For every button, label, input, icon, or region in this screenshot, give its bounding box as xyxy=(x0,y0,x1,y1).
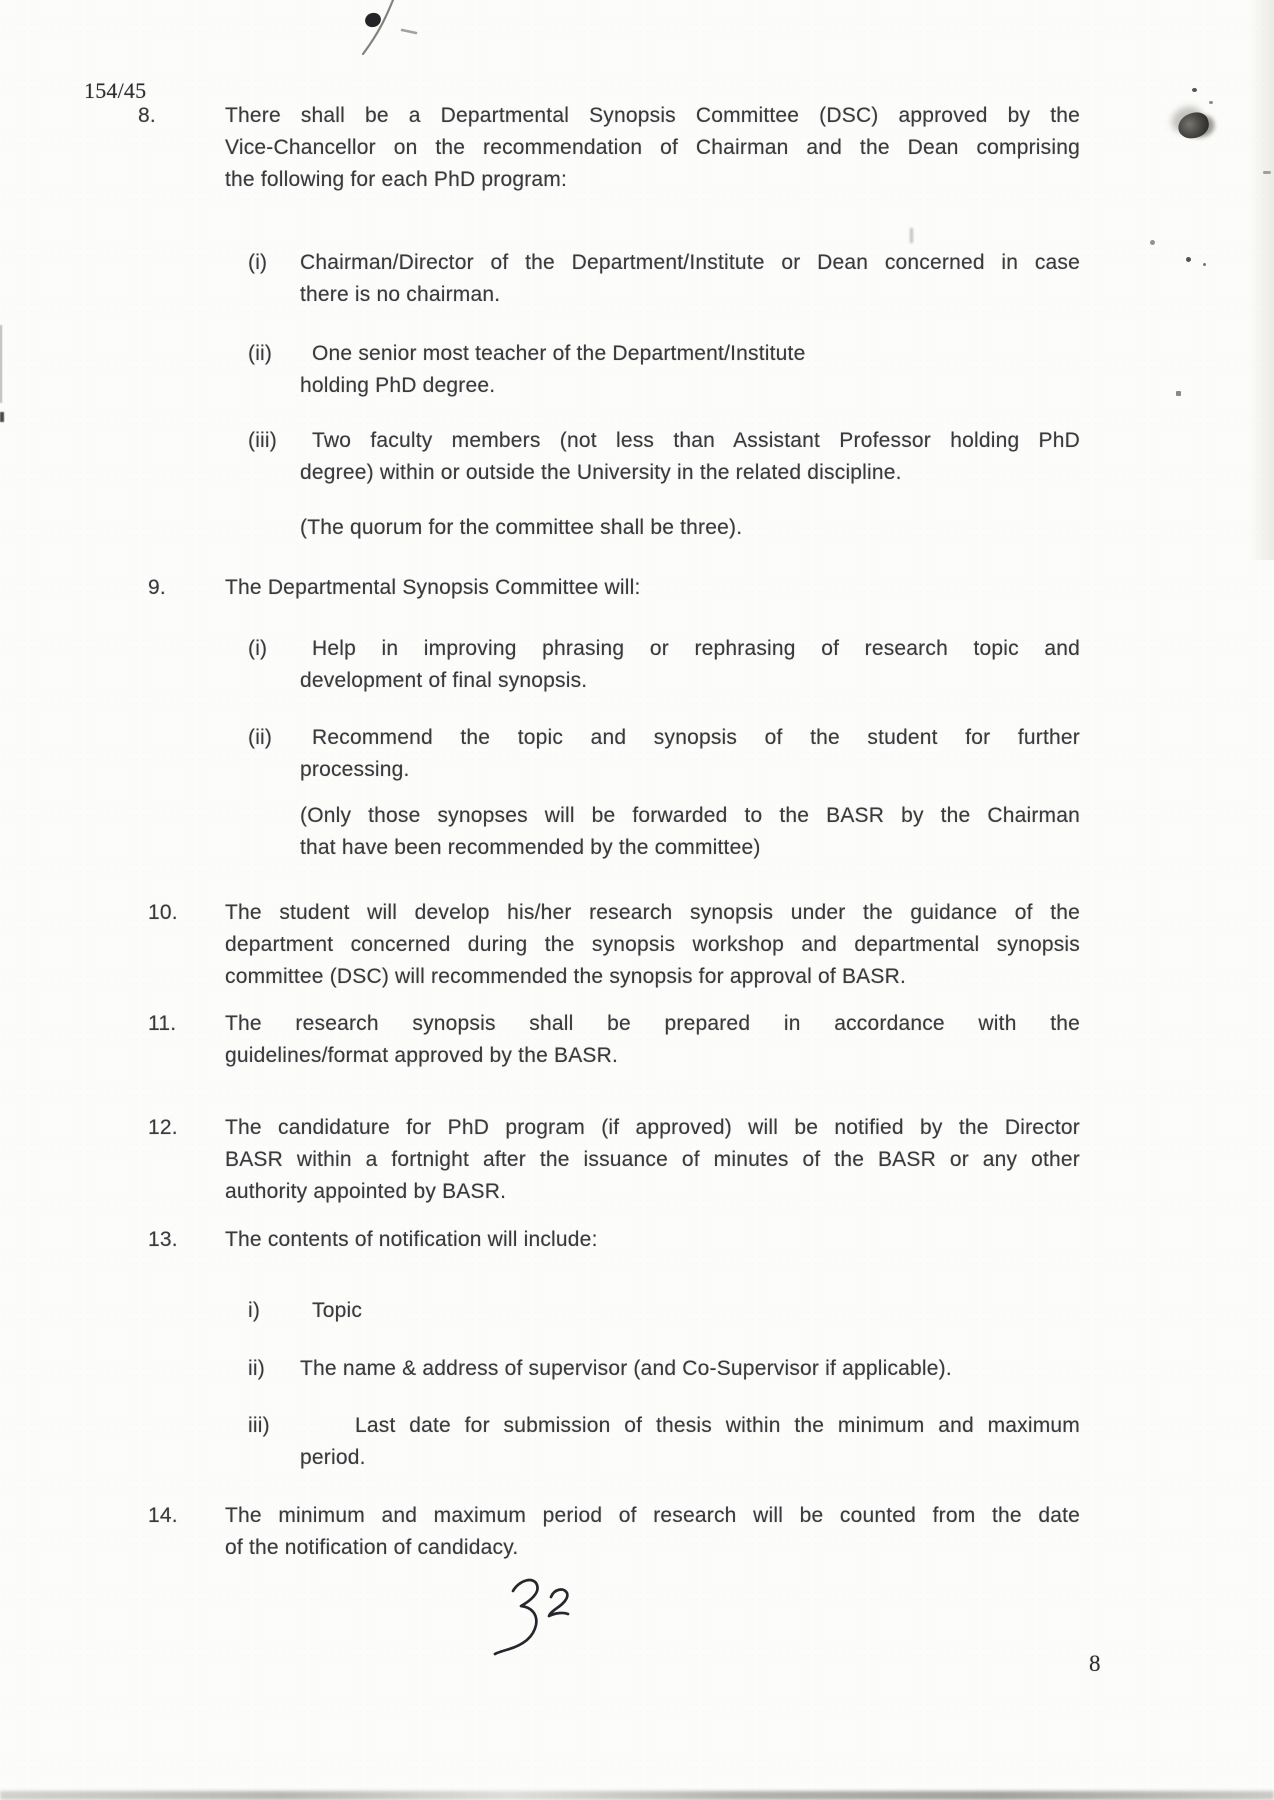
subitem-marker: (ii) xyxy=(248,726,273,749)
subitem-text-line: Last date for submission of thesis within the minimum and maximum xyxy=(355,1414,1080,1437)
subitem-8-iii xyxy=(248,425,1080,489)
subitem-9-i xyxy=(248,633,1080,697)
item-number: 9. xyxy=(148,576,166,599)
note-quorum xyxy=(300,512,1080,544)
page-number: 8 xyxy=(1089,1651,1101,1676)
item-text-line: The contents of notification will include: xyxy=(225,1228,598,1251)
ink-speck xyxy=(1209,101,1213,104)
subitem-text-line: Chairman/Director of the Department/Institute or Dean concerned in case xyxy=(300,251,1080,274)
item-text-line: The Departmental Synopsis Committee will: xyxy=(225,576,641,599)
scan-left-edge-mark xyxy=(0,325,2,403)
subitem-text-line: Recommend the topic and synopsis of the student for further xyxy=(312,726,1080,749)
subitem-text-line: there is no chairman. xyxy=(300,283,501,306)
subitem-marker: (i) xyxy=(248,637,268,660)
list-item-9 xyxy=(148,572,1080,604)
scan-smudge xyxy=(910,228,913,243)
item-number: 14. xyxy=(148,1504,178,1527)
list-item-10 xyxy=(148,897,1080,993)
ink-speck xyxy=(1203,263,1206,266)
scan-right-edge-shade xyxy=(1248,0,1274,560)
subitem-13-i xyxy=(248,1295,1080,1327)
item-number: 13. xyxy=(148,1228,178,1251)
subitem-text-line: Two faculty members (not less than Assistant Professor holding PhD xyxy=(312,429,1080,452)
subitem-9-ii xyxy=(248,722,1080,786)
ink-speck xyxy=(1150,240,1155,245)
subitem-text-line: One senior most teacher of the Department/Institute xyxy=(312,342,806,365)
item-text-line: The minimum and maximum period of research will be counted from the date xyxy=(225,1504,1080,1527)
item-text-line: committee (DSC) will recommended the synopsis for approval of BASR. xyxy=(225,965,906,988)
note-text-line: that have been recommended by the committee) xyxy=(300,836,761,859)
subitem-marker: iii) xyxy=(248,1414,270,1437)
subitem-text-line: development of final synopsis. xyxy=(300,669,588,692)
list-item-12 xyxy=(148,1112,1080,1208)
subitem-8-ii xyxy=(248,338,1080,402)
list-item-13 xyxy=(148,1224,1080,1256)
item-text-line: There shall be a Departmental Synopsis Committee (DSC) approved by the xyxy=(225,104,1080,127)
subitem-text-line: Topic xyxy=(312,1299,363,1322)
subitem-8-i xyxy=(248,247,1080,311)
ink-speck xyxy=(1186,257,1191,262)
subitem-text-line: period. xyxy=(300,1446,366,1469)
subitem-text-line: The name & address of supervisor (and Co-Supervisor if applicable). xyxy=(300,1357,952,1380)
item-text-line: Vice-Chancellor on the recommendation of Chairman and the Dean comprising xyxy=(225,136,1080,159)
list-item-11 xyxy=(148,1008,1080,1072)
item-text-line: The research synopsis shall be prepared in accordance with the xyxy=(225,1012,1080,1035)
item-number: 11. xyxy=(148,1012,177,1035)
note-text-line: (The quorum for the committee shall be three). xyxy=(300,516,743,539)
handwritten-mark-32 xyxy=(495,1580,568,1654)
list-item-14 xyxy=(148,1500,1080,1564)
note-forwarded-synopses xyxy=(300,800,1080,864)
subitem-13-ii xyxy=(248,1353,1080,1385)
item-number: 10. xyxy=(148,901,178,924)
subitem-text-line: processing. xyxy=(300,758,410,781)
subitem-marker: ii) xyxy=(248,1357,265,1380)
scan-left-edge-tick xyxy=(0,412,4,422)
item-text-line: BASR within a fortnight after the issuance of minutes of the BASR or any other xyxy=(225,1148,1080,1171)
item-number: 8. xyxy=(138,104,156,127)
subitem-marker: (i) xyxy=(248,251,268,274)
subitem-13-iii xyxy=(248,1410,1080,1474)
pen-stroke-mark xyxy=(363,0,416,54)
item-text-line: authority appointed by BASR. xyxy=(225,1180,507,1203)
item-number: 12. xyxy=(148,1116,178,1139)
subitem-text-line: Help in improving phrasing or rephrasing of research topic and xyxy=(312,637,1080,660)
item-text-line: The candidature for PhD program (if approved) will be notified by the Director xyxy=(225,1116,1080,1139)
subitem-text-line: degree) within or outside the University in the related discipline. xyxy=(300,461,902,484)
item-text-line: of the notification of candidacy. xyxy=(225,1536,519,1559)
ink-speck xyxy=(1176,391,1181,396)
subitem-marker: i) xyxy=(248,1299,261,1322)
subitem-marker: (iii) xyxy=(248,429,277,452)
item-text-line: The student will develop his/her research synopsis under the guidance of the xyxy=(225,901,1080,924)
subitem-text-line: holding PhD degree. xyxy=(300,374,496,397)
item-text-line: guidelines/format approved by the BASR. xyxy=(225,1044,619,1067)
note-text-line: (Only those synopses will be forwarded to the BASR by the Chairman xyxy=(300,804,1080,827)
item-text-line: the following for each PhD program: xyxy=(225,168,568,191)
list-item-8 xyxy=(138,100,1080,196)
subitem-marker: (ii) xyxy=(248,342,273,365)
corner-ref-number: 154/45 xyxy=(84,78,147,103)
ink-blob-artifact xyxy=(1175,110,1211,142)
item-text-line: department concerned during the synopsis workshop and departmental synopsis xyxy=(225,933,1080,956)
ink-speck xyxy=(1192,88,1197,92)
scan-bottom-edge xyxy=(0,1791,1274,1800)
